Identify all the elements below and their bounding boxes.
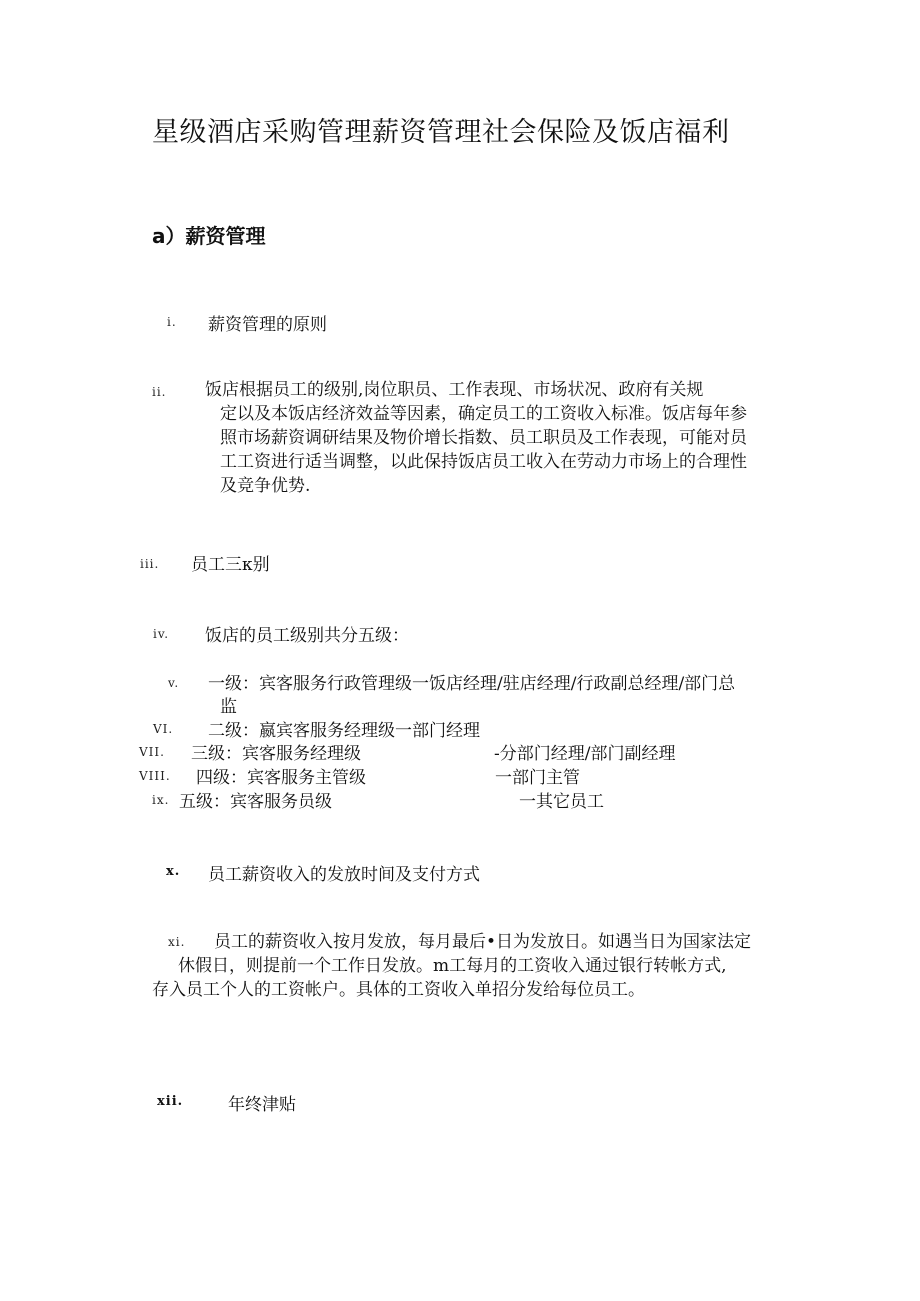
paragraph-line: 定以及本饭店经济效益等因素，确定员工的工资收入标准。饭店每年参 [220, 404, 747, 424]
paragraph-line: 照市场薪资调研结果及物价增长指数、员工职员及工作表现，可能对员 [220, 428, 747, 448]
item-text-ix-right: 一其它员工 [519, 792, 604, 812]
item-text-x: 员工薪资收入的发放时间及支付方式 [208, 865, 480, 885]
item-text-ix: 五级：宾客服务员级 [179, 792, 332, 812]
item-number-xii: xii. [157, 1094, 184, 1109]
item-text-vi: 二级：嬴宾客服务经理级一部门经理 [208, 721, 480, 741]
item-text-iv: 饭店的员工级别共分五级： [205, 626, 409, 646]
paragraph-line: 休假日，则提前一个工作日发放。m工每月的工资收入通过银行转帐方式, [178, 956, 727, 976]
item-number-ii: ii. [152, 385, 167, 399]
item-text-iii: 员工三κ别 [191, 555, 270, 575]
item-number-iv: iv. [153, 627, 170, 641]
item-text-v-continued: 监 [220, 697, 237, 717]
item-paragraph-ii [205, 378, 747, 498]
item-number-v: v. [168, 676, 180, 690]
item-text-xii: 年终津贴 [228, 1095, 296, 1115]
item-number-x: x. [166, 864, 181, 879]
paragraph-line: 饭店根据员工的级别,岗位职员、工作表现、市场状况、政府有关规 [205, 380, 704, 400]
item-text-vii-right: -分部门经理/部门副经理 [494, 744, 676, 764]
item-text-vii: 三级：宾客服务经理级 [191, 744, 361, 764]
paragraph-line: 存入员工个人的工资帐户。具体的工资收入单招分发给每位员工。 [152, 980, 645, 1000]
item-number-viii: VIII. [139, 769, 171, 783]
item-number-ix: ix. [152, 793, 170, 807]
item-paragraph-xi [152, 930, 751, 1002]
paragraph-line: 及竞争优势. [220, 476, 311, 496]
item-number-vii: VII. [139, 745, 165, 759]
item-number-iii: iii. [140, 557, 160, 571]
item-text-v: 一级：宾客服务行政管理级一饭店经理/驻店经理/行政副总经理/部门总 [208, 674, 736, 694]
item-number-vi: VI. [153, 722, 174, 736]
paragraph-line: 员工的薪资收入按月发放，每月最后•日为发放日。如遇当日为国家法定 [214, 932, 752, 952]
item-number-i: i. [167, 315, 177, 329]
paragraph-line: 工工资进行适当调整，以此保持饭店员工收入在劳动力市场上的合理性 [220, 452, 747, 472]
item-text-viii-right: 一部门主管 [495, 768, 580, 788]
section-heading: a）薪资管理 [152, 224, 266, 248]
item-text-i: 薪资管理的原则 [208, 315, 327, 335]
item-number-xi: xi. [168, 935, 186, 949]
item-text-viii: 四级：宾客服务主管级 [196, 768, 366, 788]
document-title: 星级酒店采购管理薪资管理社会保险及饭店福利 [152, 117, 730, 148]
